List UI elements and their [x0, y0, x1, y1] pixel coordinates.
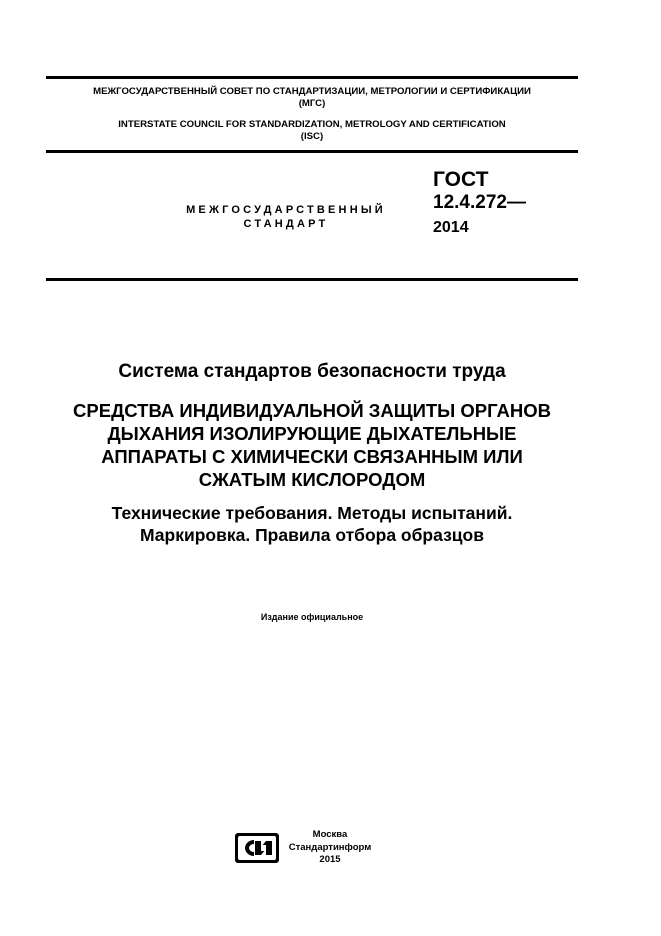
main-title	[46, 399, 578, 491]
publisher-block	[280, 829, 380, 867]
gost-word: ГОСТ	[433, 168, 489, 191]
top-rule	[46, 76, 578, 79]
interstate-label-line1: МЕЖГОСУДАРСТВЕННЫЙ	[186, 204, 386, 216]
interstate-label-line2: СТАНДАРТ	[243, 218, 329, 230]
system-title: Система стандартов безопасности труда	[118, 361, 506, 382]
publisher-city: Москва	[312, 829, 348, 840]
main-title-line: ДЫХАНИЯ ИЗОЛИРУЮЩИЕ ДЫХАТЕЛЬНЫЕ	[107, 423, 517, 444]
standartinform-logo-icon	[235, 833, 279, 863]
gost-year: 2014	[433, 219, 469, 236]
subtitle-line: Технические требования. Методы испытаний.	[111, 503, 513, 523]
council-en-line: INTERSTATE COUNCIL FOR STANDARDIZATION, METROLOGY AND CERTIFICATION	[118, 119, 506, 130]
main-title-line: СРЕДСТВА ИНДИВИДУАЛЬНОЙ ЗАЩИТЫ ОРГАНОВ	[73, 400, 551, 421]
interstate-standard-label	[160, 203, 412, 231]
council-bottom-rule	[46, 150, 578, 153]
publisher-name: Стандартинформ	[288, 841, 372, 853]
main-title-line: СЖАТЫМ КИСЛОРОДОМ	[198, 469, 426, 490]
council-ru-abbr: (МГС)	[298, 98, 326, 109]
subtitle-line: Маркировка. Правила отбора образцов	[140, 525, 484, 545]
council-ru-line: МЕЖГОСУДАРСТВЕННЫЙ СОВЕТ ПО СТАНДАРТИЗАЦИИ, МЕТРОЛОГИИ И СЕРТИФИКАЦИИ	[93, 86, 531, 97]
edition-label: Издание официальное	[260, 612, 364, 622]
gost-number: 12.4.272—	[433, 192, 526, 213]
main-title-line: АППАРАТЫ С ХИМИЧЕСКИ СВЯЗАННЫМ ИЛИ	[101, 446, 523, 467]
subtitle	[46, 502, 578, 546]
council-en-abbr: (ISC)	[300, 131, 324, 142]
header-bottom-rule	[46, 278, 578, 281]
publisher-year: 2015	[319, 854, 341, 865]
